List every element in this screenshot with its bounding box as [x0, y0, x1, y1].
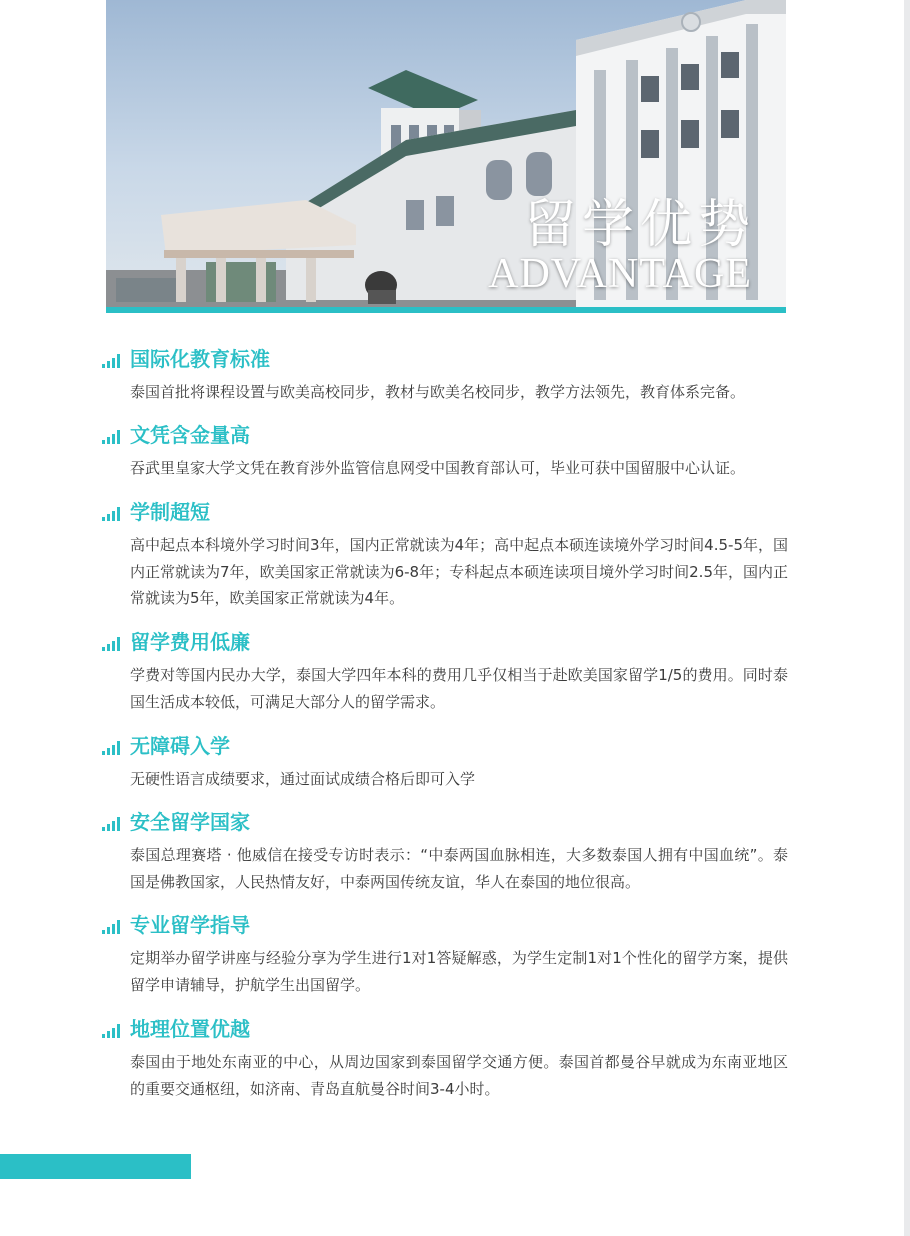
signal-bars-icon — [102, 817, 119, 831]
section-title: 安全留学国家 — [130, 810, 250, 834]
section-body: 学费对等国内民办大学，泰国大学四年本科的费用几乎仅相当于赴欧美国家留学1/5的费用。同时泰国生活成本较低，可满足大部分人的留学需求。 — [130, 666, 788, 711]
section-title: 国际化教育标准 — [130, 347, 270, 371]
advantage-item-international-standard — [102, 345, 792, 406]
signal-bars-icon — [102, 637, 119, 651]
section-body: 高中起点本科境外学习时间3年，国内正常就读为4年；高中起点本硕连读境外学习时间4.5-5年，国内正常就读为7年，欧美国家正常就读为6-8年；专科起点本硕连读项目境外学习时间2.5年，国内正常就读为5年，欧美国家正常就读为4年。 — [130, 536, 788, 607]
section-title: 地理位置优越 — [130, 1017, 250, 1041]
section-body: 无硬性语言成绩要求，通过面试成绩合格后即可入学 — [130, 770, 476, 788]
advantage-item-easy-admission — [102, 732, 792, 793]
section-title: 留学费用低廉 — [130, 630, 250, 654]
advantage-item-location — [102, 1015, 792, 1102]
signal-bars-icon — [102, 354, 119, 368]
advantage-item-professional-guidance — [102, 911, 792, 998]
section-body: 泰国首批将课程设置与欧美高校同步，教材与欧美名校同步，教学方法领先，教育体系完备。 — [130, 383, 746, 401]
signal-bars-icon — [102, 1024, 119, 1038]
advantage-item-safe-country — [102, 808, 792, 895]
signal-bars-icon — [102, 430, 119, 444]
signal-bars-icon — [102, 507, 119, 521]
advantage-item-diploma-value — [102, 421, 792, 482]
section-title: 专业留学指导 — [130, 913, 250, 937]
footer-accent-bar — [0, 1154, 191, 1179]
advantage-item-short-program — [102, 498, 792, 612]
section-title: 学制超短 — [130, 500, 210, 524]
advantage-item-low-cost — [102, 628, 792, 715]
hero-banner — [106, 0, 786, 307]
section-body: 定期举办留学讲座与经验分享为学生进行1对1答疑解惑，为学生定制1对1个性化的留学方案，提供留学申请辅导，护航学生出国留学。 — [130, 949, 788, 994]
section-title: 无障碍入学 — [130, 734, 230, 758]
section-body: 吞武里皇家大学文凭在教育涉外监管信息网受中国教育部认可，毕业可获中国留服中心认证。 — [130, 459, 746, 477]
signal-bars-icon — [102, 920, 119, 934]
section-body: 泰国由于地处东南亚的中心，从周边国家到泰国留学交通方便。泰国首都曼谷早就成为东南亚地区的重要交通枢纽，如济南、青岛直航曼谷时间3-4小时。 — [130, 1053, 788, 1098]
section-body: 泰国总理赛塔 · 他威信在接受专访时表示：“中泰两国血脉相连，大多数泰国人拥有中国血统”。泰国是佛教国家，人民热情友好，中泰两国传统友谊，华人在泰国的地位很高。 — [130, 846, 788, 891]
signal-bars-icon — [102, 741, 119, 755]
hero-accent-bar — [106, 307, 786, 313]
hero-title-english: ADVANTAGE — [488, 251, 752, 297]
section-title: 文凭含金量高 — [130, 423, 250, 447]
hero-title-chinese: 留学优势 — [523, 195, 756, 255]
